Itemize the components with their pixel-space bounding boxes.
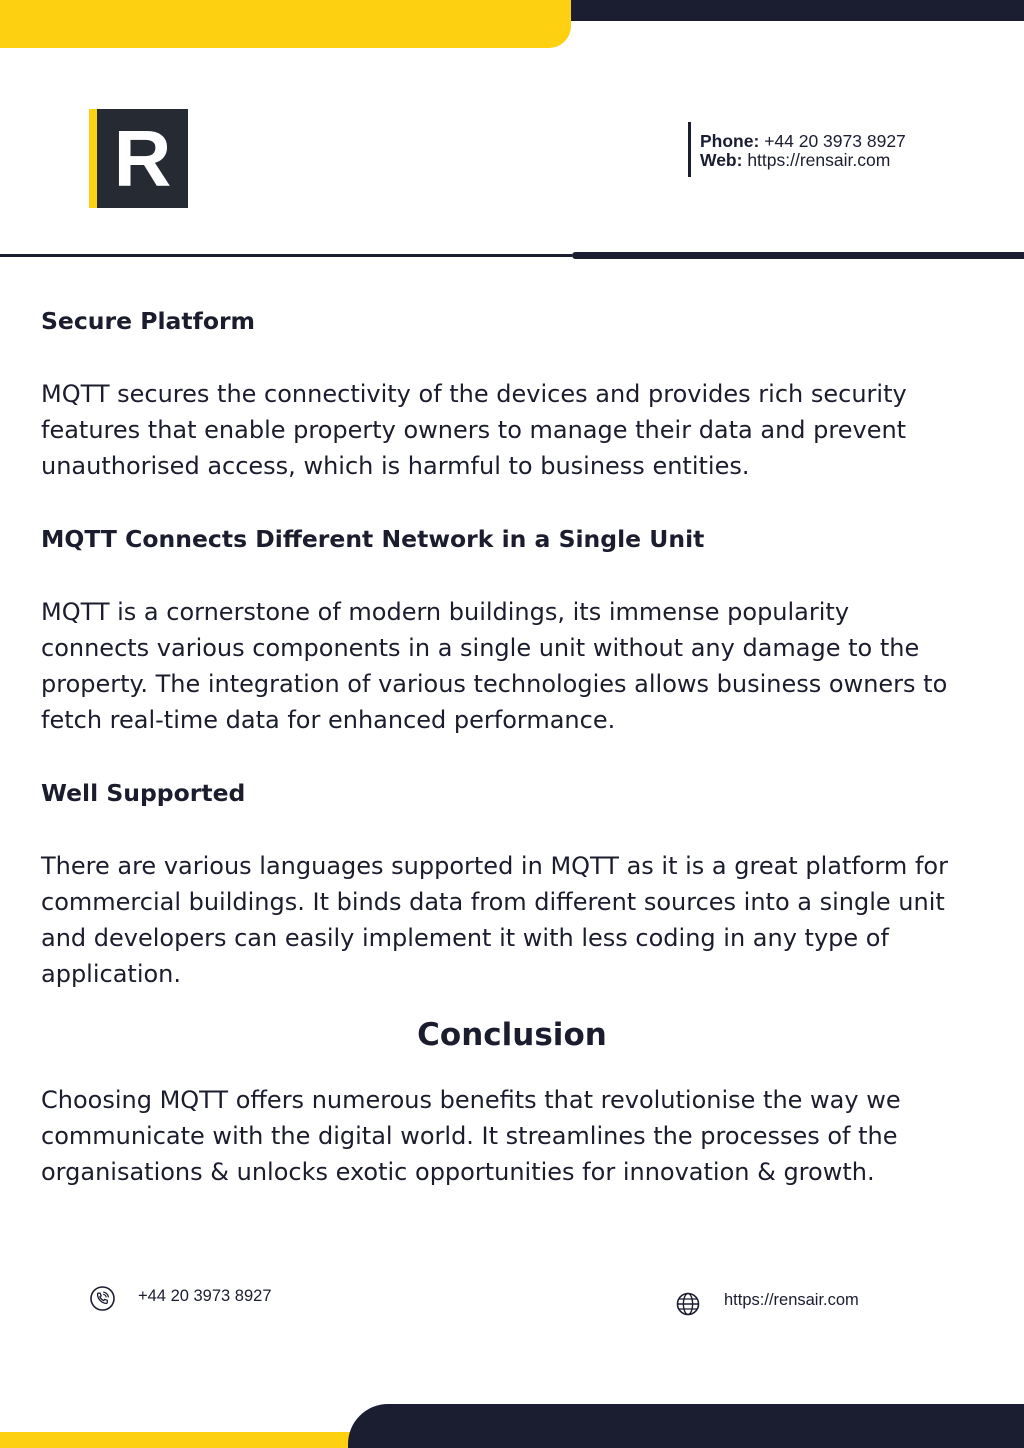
paragraph-line: communicate with the digital world. It streamlines the processes of the <box>41 1122 898 1150</box>
logo-letter: R <box>113 114 172 203</box>
paragraph-line: There are various languages supported in MQTT as it is a great platform for <box>41 852 948 880</box>
header-phone-value[interactable]: +44 20 3973 8927 <box>764 131 906 151</box>
header-divider <box>0 254 572 257</box>
top-dark-bar <box>571 0 1024 21</box>
phone-icon <box>89 1285 116 1312</box>
paragraph-line: features that enable property owners to manage their data and prevent <box>41 416 907 444</box>
section-paragraph-mqtt-connects <box>41 594 991 738</box>
footer-website[interactable]: https://rensair.com <box>724 1291 859 1309</box>
header-phone-label: Phone: <box>700 131 760 151</box>
bottom-accent-bar <box>0 1432 360 1448</box>
conclusion-title: Conclusion <box>417 1017 607 1053</box>
globe-icon <box>676 1292 700 1316</box>
paragraph-line: fetch real-time data for enhanced performance. <box>41 706 616 734</box>
paragraph-line: Choosing MQTT offers numerous benefits that revolutionise the way we <box>41 1086 901 1114</box>
conclusion-paragraph <box>41 1082 991 1190</box>
paragraph-line: unauthorised access, which is harmful to business entities. <box>41 452 750 480</box>
bottom-dark-bar <box>348 1404 1024 1448</box>
paragraph-line: MQTT is a cornerstone of modern buildings, its immense popularity <box>41 598 850 626</box>
header-web-value[interactable]: https://rensair.com <box>747 150 891 170</box>
header-contact <box>688 122 906 177</box>
paragraph-line: connects various components in a single unit without any damage to the <box>41 634 920 662</box>
paragraph-line: application. <box>41 960 182 988</box>
paragraph-line: property. The integration of various technologies allows business owners to <box>41 670 948 698</box>
header-divider-accent <box>572 252 1024 259</box>
article-body <box>41 304 991 1030</box>
company-logo <box>89 109 188 208</box>
header-web <box>700 151 906 170</box>
paragraph-line: organisations & unlocks exotic opportunities for innovation & growth. <box>41 1158 875 1186</box>
top-accent-bar <box>0 0 571 48</box>
paragraph-line: MQTT secures the connectivity of the devices and provides rich security <box>41 380 907 408</box>
paragraph-line: and developers can easily implement it with less coding in any type of <box>41 924 889 952</box>
section-paragraph-secure-platform <box>41 376 991 484</box>
section-heading-secure-platform: Secure Platform <box>41 307 256 335</box>
paragraph-line: commercial buildings. It binds data from different sources into a single unit <box>41 888 945 916</box>
section-paragraph-well-supported <box>41 848 991 992</box>
header-phone <box>700 132 906 151</box>
section-heading-well-supported: Well Supported <box>41 779 246 807</box>
logo-stripe <box>89 109 97 208</box>
header-web-label: Web: <box>700 150 743 170</box>
footer-phone[interactable]: +44 20 3973 8927 <box>138 1287 272 1305</box>
section-heading-mqtt-connects: MQTT Connects Different Network in a Single Unit <box>41 525 705 553</box>
